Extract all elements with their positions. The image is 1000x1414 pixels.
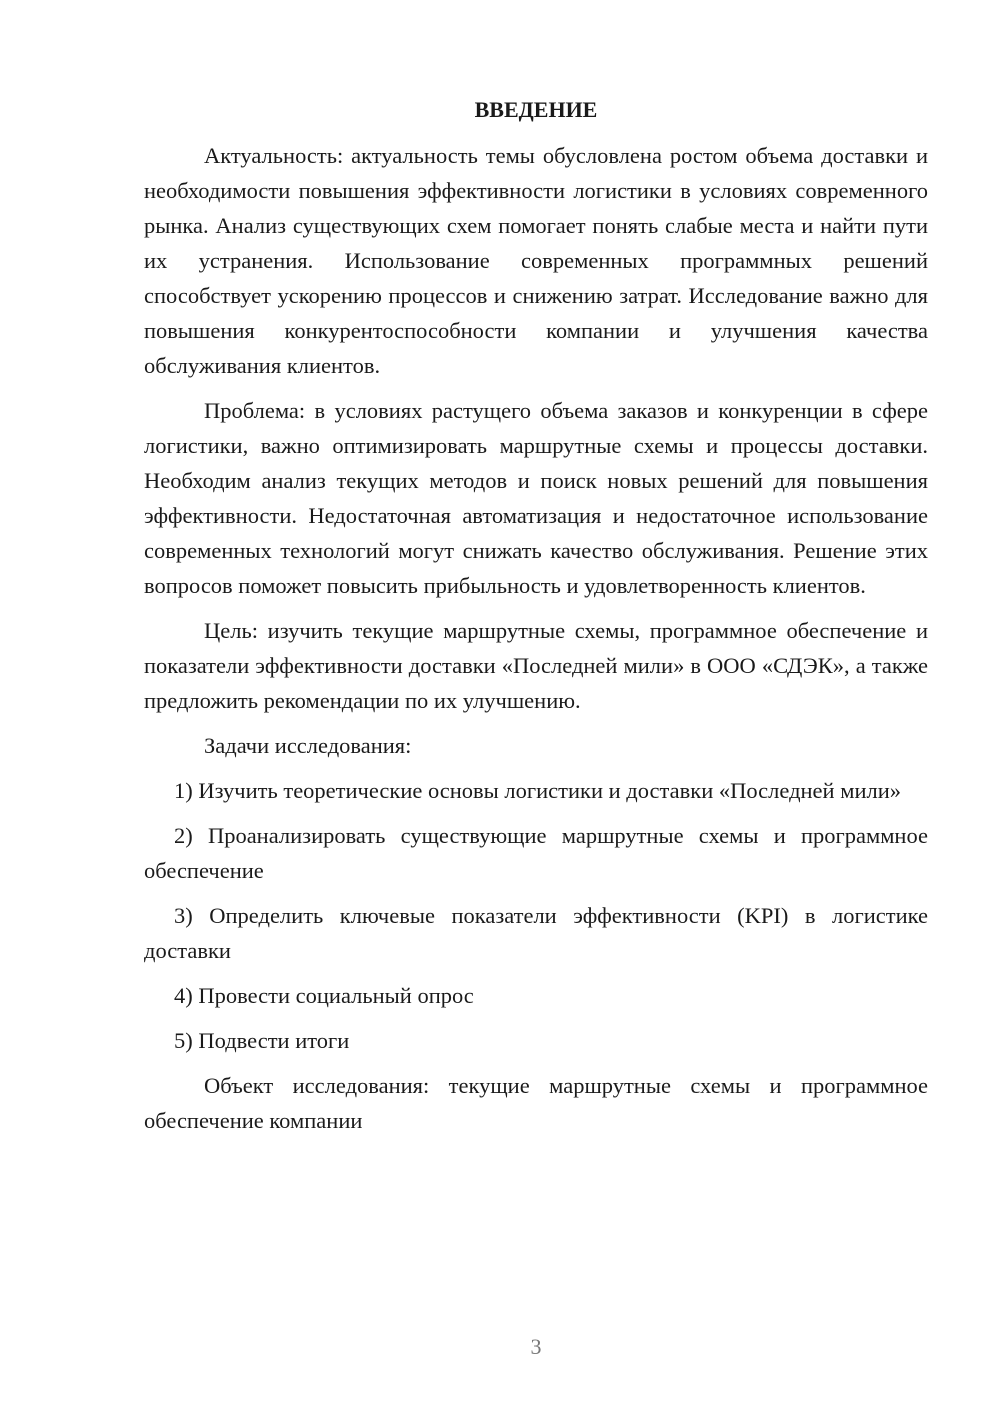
tasks-intro: Задачи исследования: <box>204 733 412 758</box>
task-item-5: 5) Подвести итоги <box>174 1028 350 1053</box>
goal-paragraph: Цель: изучить текущие маршрутные схемы, программное обеспечение и показатели эффективности доставки «Последней мили» в ООО «СДЭК», а также предложить рекомендации по их улучшению. <box>144 618 928 713</box>
section-heading: ВВЕДЕНИЕ <box>474 97 598 122</box>
object-paragraph: Объект исследования: текущие маршрутные схемы и программное обеспечение компании <box>144 1073 928 1133</box>
relevance-paragraph: Актуальность: актуальность темы обусловлена ростом объема доставки и необходимости повышения эффективности логистики в условиях современного рынка. Анализ существующих схем помогает понять слабые места и найти пути их устранения. Использование современных программных решений способствует ускорению процессов и снижению затрат. Исследование важно для повышения конкурентоспособности компании и улучшения качества обслуживания клиентов. <box>144 143 928 378</box>
task-item-1: 1) Изучить теоретические основы логистики и доставки «Последней мили» <box>174 778 902 803</box>
problem-paragraph: Проблема: в условиях растущего объема заказов и конкуренции в сфере логистики, важно оптимизировать маршрутные схемы и процессы доставки. Необходим анализ текущих методов и поиск новых решений для повышения эффективности. Недостаточная автоматизация и недостаточное использование современных технологий могут снижать качество обслуживания. Решение этих вопросов поможет повысить прибыльность и удовлетворенность клиентов. <box>144 398 928 598</box>
page-number: 3 <box>530 1334 542 1359</box>
task-item-2: 2) Проанализировать существующие маршрутные схемы и программное обеспечение <box>144 823 928 883</box>
document-page <box>144 94 928 1148</box>
task-item-4: 4) Провести социальный опрос <box>174 983 474 1008</box>
task-item-3: 3) Определить ключевые показатели эффективности (KPI) в логистике доставки <box>144 903 928 963</box>
